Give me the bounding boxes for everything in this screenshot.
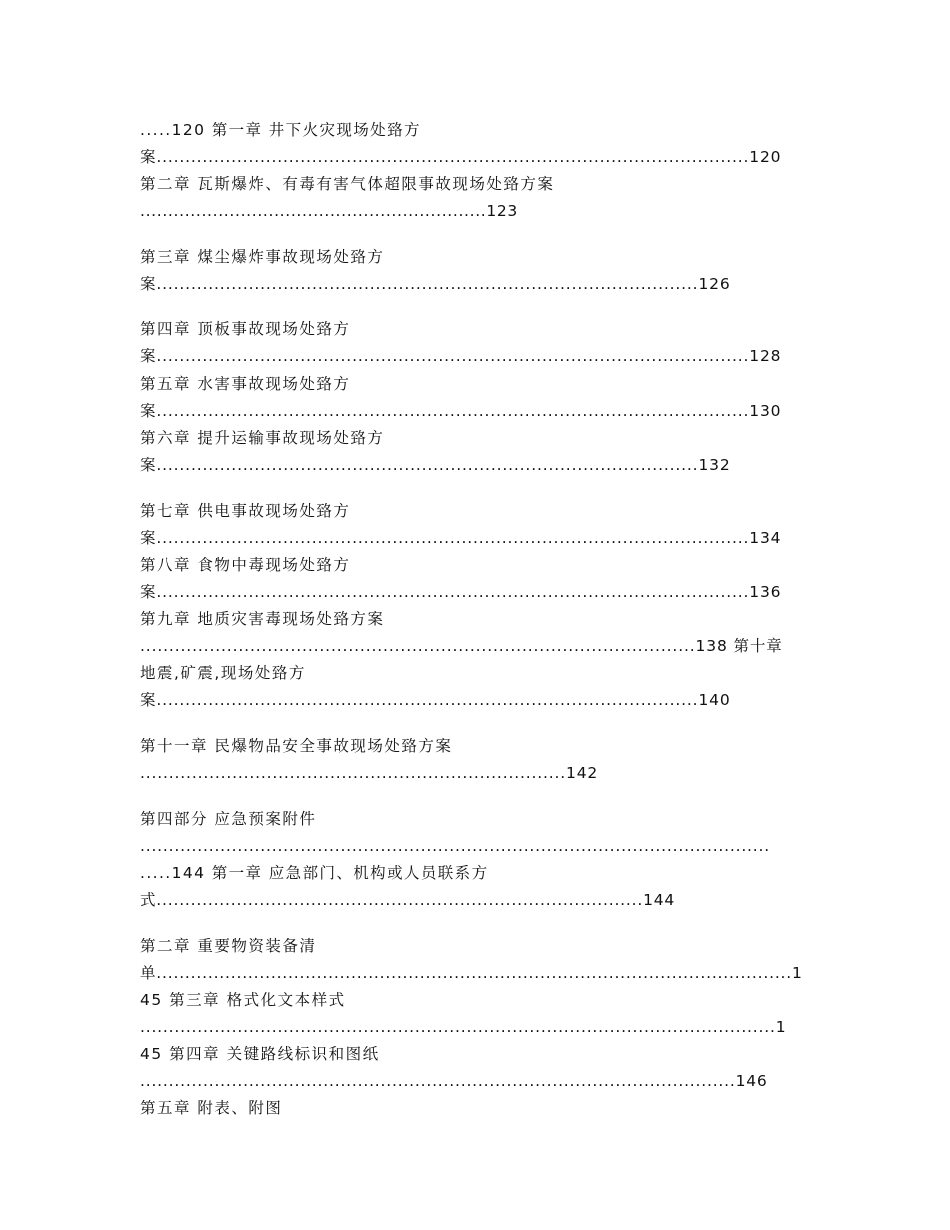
- toc-line: .....120 第一章 井下火灾现场处臵方: [140, 121, 421, 139]
- toc-line: 单...............................................................................................................1: [140, 964, 803, 982]
- toc-line: 案.......................................................................................................128: [140, 347, 782, 365]
- toc-line: 案.......................................................................................................130: [140, 402, 782, 420]
- toc-line: 案..............................................................................................126: [140, 275, 731, 293]
- toc-line: 案.......................................................................................................134: [140, 529, 782, 547]
- toc-line: ................................................................................................138 第十章: [140, 637, 783, 655]
- toc-line: ...............................................................................................................1: [140, 1018, 787, 1036]
- toc-line: ..............................................................................................................: [140, 837, 770, 855]
- toc-line: 45 第三章 格式化文本样式: [140, 991, 346, 1009]
- toc-line: .....144 第一章 应急部门、机构或人员联系方: [140, 864, 489, 882]
- toc-line: 式.....................................................................................144: [140, 891, 676, 909]
- toc-line: 第四章 顶板事故现场处臵方: [140, 320, 351, 338]
- toc-line: 第三章 煤尘爆炸事故现场处臵方: [140, 248, 385, 266]
- toc-line: 案..............................................................................................132: [140, 456, 731, 474]
- toc-line: 第六章 提升运输事故现场处臵方: [140, 429, 385, 447]
- toc-line: 第四部分 应急预案附件: [140, 810, 317, 828]
- toc-line: 第八章 食物中毒现场处臵方: [140, 556, 351, 574]
- toc-line: ........................................................................................................146: [140, 1072, 768, 1090]
- toc-line: 45 第四章 关键路线标识和图纸: [140, 1045, 380, 1063]
- toc-line: 第二章 重要物资装备清: [140, 937, 317, 955]
- toc-line: 地震,矿震,现场处臵方: [140, 664, 306, 682]
- toc-line: ..............................................................123: [140, 202, 518, 220]
- toc-line: 第二章 瓦斯爆炸、有毒有害气体超限事故现场处臵方案: [140, 175, 555, 193]
- toc-line: 第五章 水害事故现场处臵方: [140, 375, 351, 393]
- toc-line: 第九章 地质灾害毒现场处臵方案: [140, 610, 385, 628]
- toc-line: 案.......................................................................................................120: [140, 148, 782, 166]
- toc-line: ..........................................................................142: [140, 764, 599, 782]
- toc-line: 第七章 供电事故现场处臵方: [140, 502, 351, 520]
- toc-line: 第十一章 民爆物品安全事故现场处臵方案: [140, 737, 453, 755]
- toc-line: 案..............................................................................................140: [140, 691, 731, 709]
- toc-line: 第五章 附表、附图: [140, 1099, 283, 1117]
- toc-line: 案.......................................................................................................136: [140, 583, 782, 601]
